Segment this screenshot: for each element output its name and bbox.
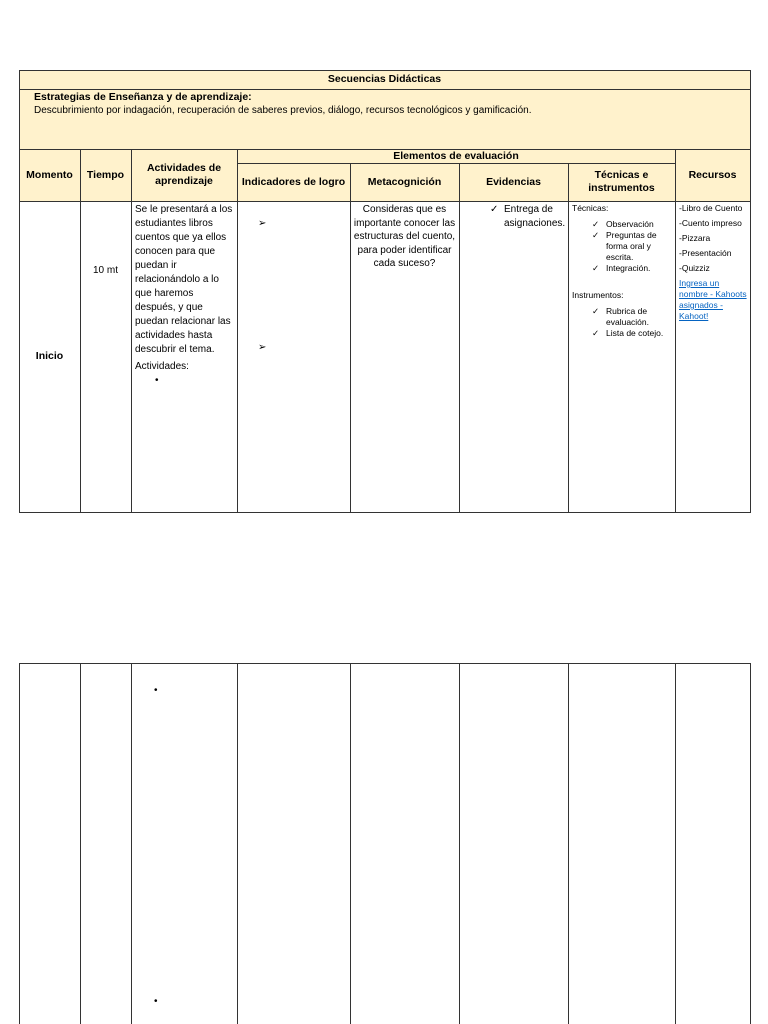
cell-metacognicion: Consideras que es importante conocer las estructuras del cuento, para poder identificar cada suceso?	[353, 204, 456, 269]
header-recursos: Recursos	[688, 168, 737, 181]
recurso-item: -Libro de Cuento	[679, 203, 743, 213]
strategy-label: Estrategias de Enseñanza y de aprendizaje:	[34, 91, 252, 103]
recurso-item: -Cuento impreso	[679, 218, 742, 228]
kahoot-link[interactable]: Ingresa un nombre - Kahoots asignados - Kahoot!	[679, 278, 747, 321]
evidencias-list	[486, 203, 566, 231]
instrumentos-list	[572, 306, 674, 339]
header-metacognicion: Metacognición	[367, 175, 442, 188]
header-actividades: Actividades de aprendizaje	[146, 162, 222, 187]
tecnicas-list	[572, 219, 674, 274]
recurso-item: -Presentación	[679, 248, 732, 258]
strategy-text: Descubrimiento por indagación, recuperación de saberes previos, diálogo, recursos tecnológicos y gamificación.	[34, 105, 532, 116]
header-elementos-evaluacion: Elementos de evaluación	[393, 149, 519, 162]
tecnicas-label: Técnicas:	[572, 203, 609, 213]
recurso-item: -Quizziz	[679, 263, 710, 273]
actividades-bullet: •	[155, 375, 159, 386]
evidencia-item: ✓ Entrega de asignaciones.	[486, 203, 566, 231]
cell-momento: Inicio	[35, 350, 64, 362]
table-title: Secuencias Didácticas	[327, 73, 442, 85]
strategy-block	[34, 90, 734, 118]
header-tecnicas: Técnicas e instrumentos	[588, 169, 655, 194]
header-evidencias: Evidencias	[486, 175, 541, 188]
cell-tiempo: 10 mt	[92, 265, 118, 276]
cell-tecnicas	[572, 203, 674, 339]
recurso-item: -Pizzara	[679, 233, 711, 243]
instrumentos-label: Instrumentos:	[572, 290, 624, 300]
cell-actividades	[135, 203, 233, 388]
continuation-bullet-2: •	[154, 996, 158, 1007]
tecnica-item: ✓ Observación	[588, 219, 674, 230]
actividades-label: Actividades:	[135, 361, 189, 372]
tecnica-item: ✓ Preguntas de forma oral y escrita.	[588, 230, 674, 263]
instrumento-item: ✓ Rubrica de evaluación.	[588, 306, 674, 328]
recursos-list	[679, 203, 747, 274]
header-indicadores: Indicadores de logro	[241, 175, 346, 188]
cell-recursos	[679, 203, 747, 322]
header-momento: Momento	[26, 168, 73, 181]
actividades-text: Se le presentará a los estudiantes libros cuentos que ya ellos conocen para que puedan ir relacionándolo a lo que haremos después, y que puedan relacionar las actividades hasta descubrir el tema.	[135, 204, 233, 355]
tecnica-item: ✓ Integración.	[588, 263, 674, 274]
header-tiempo: Tiempo	[86, 168, 125, 181]
continuation-bullet-1: •	[154, 685, 158, 696]
indicador-bullet-1: ➢	[258, 218, 267, 229]
cell-evidencias	[486, 203, 566, 231]
instrumento-item: ✓ Lista de cotejo.	[588, 328, 674, 339]
indicador-bullet-2: ➢	[258, 342, 267, 353]
